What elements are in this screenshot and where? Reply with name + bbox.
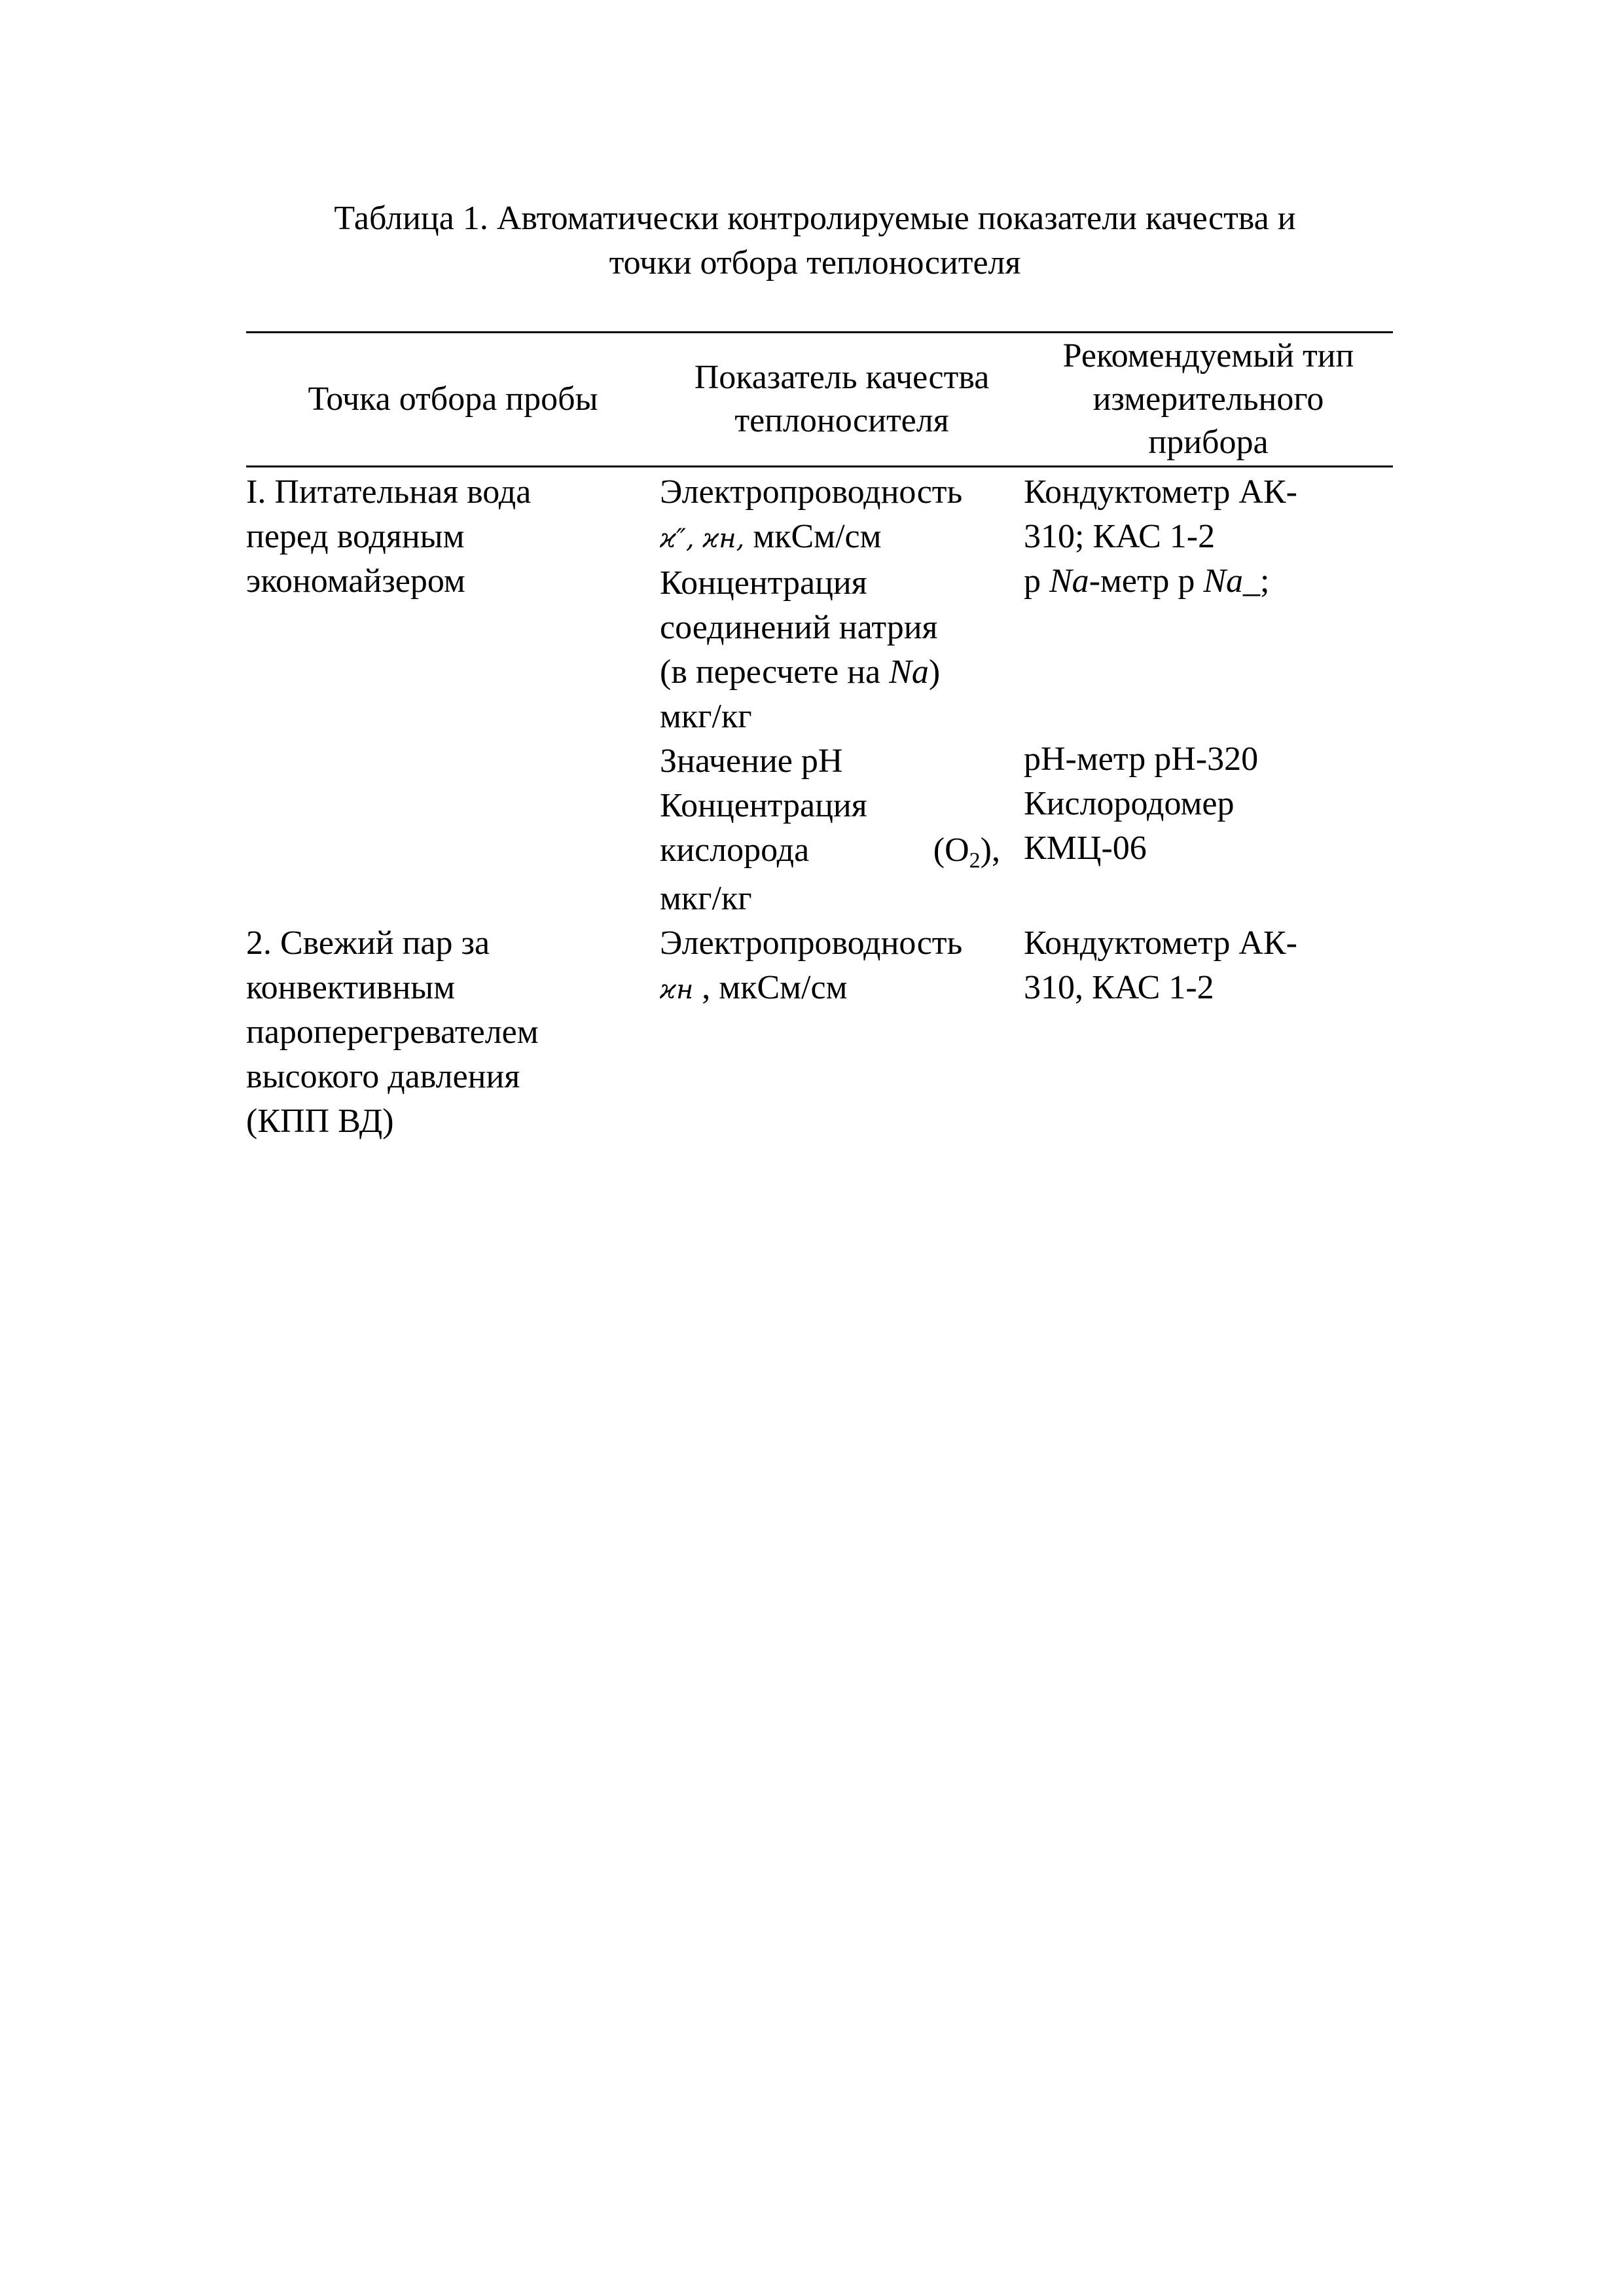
header-sampling-point: Точка отбора пробы — [308, 380, 598, 418]
header-quality-indicator: Показатель качества теплоносителя — [694, 359, 990, 439]
quality-indicators-table — [246, 331, 1393, 1144]
table-header-row — [246, 333, 1393, 465]
header-recommended-device: Рекомендуемый тип измерительного прибора — [1062, 337, 1354, 461]
table-caption — [249, 196, 1381, 285]
cell-sampling-point: 2. Свежий пар за конвективным пароперегревателем высокого давления (КПП ВД) — [246, 924, 539, 1140]
caption-line-2: точки отбора теплоносителя — [609, 244, 1021, 282]
table-row — [246, 921, 1393, 1144]
caption-line-1: Таблица 1. Автоматически контролируемые показатели качества и — [334, 200, 1296, 237]
cell-recommended-devices: Кондуктометр АК- 310, КАС 1-2 — [1024, 924, 1297, 1006]
conductivity-symbol: ϰ″, ϰн, — [660, 524, 745, 554]
cell-quality-indicators: Электропроводность ϰн , мкСм/см — [660, 924, 963, 1006]
cell-recommended-devices: Кондуктометр АК- 310; КАС 1-2 p Na-метр p Na_; pH-метр pH-320 Кислородомер КМЦ-06 — [1024, 473, 1297, 867]
table-row — [246, 470, 1393, 921]
cell-sampling-point: I. Питательная вода перед водяным экономайзером — [246, 473, 532, 600]
conductivity-symbol: ϰн — [660, 975, 694, 1005]
table-body — [246, 467, 1393, 1144]
cell-quality-indicators: Электропроводность ϰ″, ϰн, мкСм/см Концентрация соединений натрия (в пересчете на Na) мкг/кг Значение pH Концентрация кислорода (O2), мкг/кг — [660, 473, 1000, 917]
